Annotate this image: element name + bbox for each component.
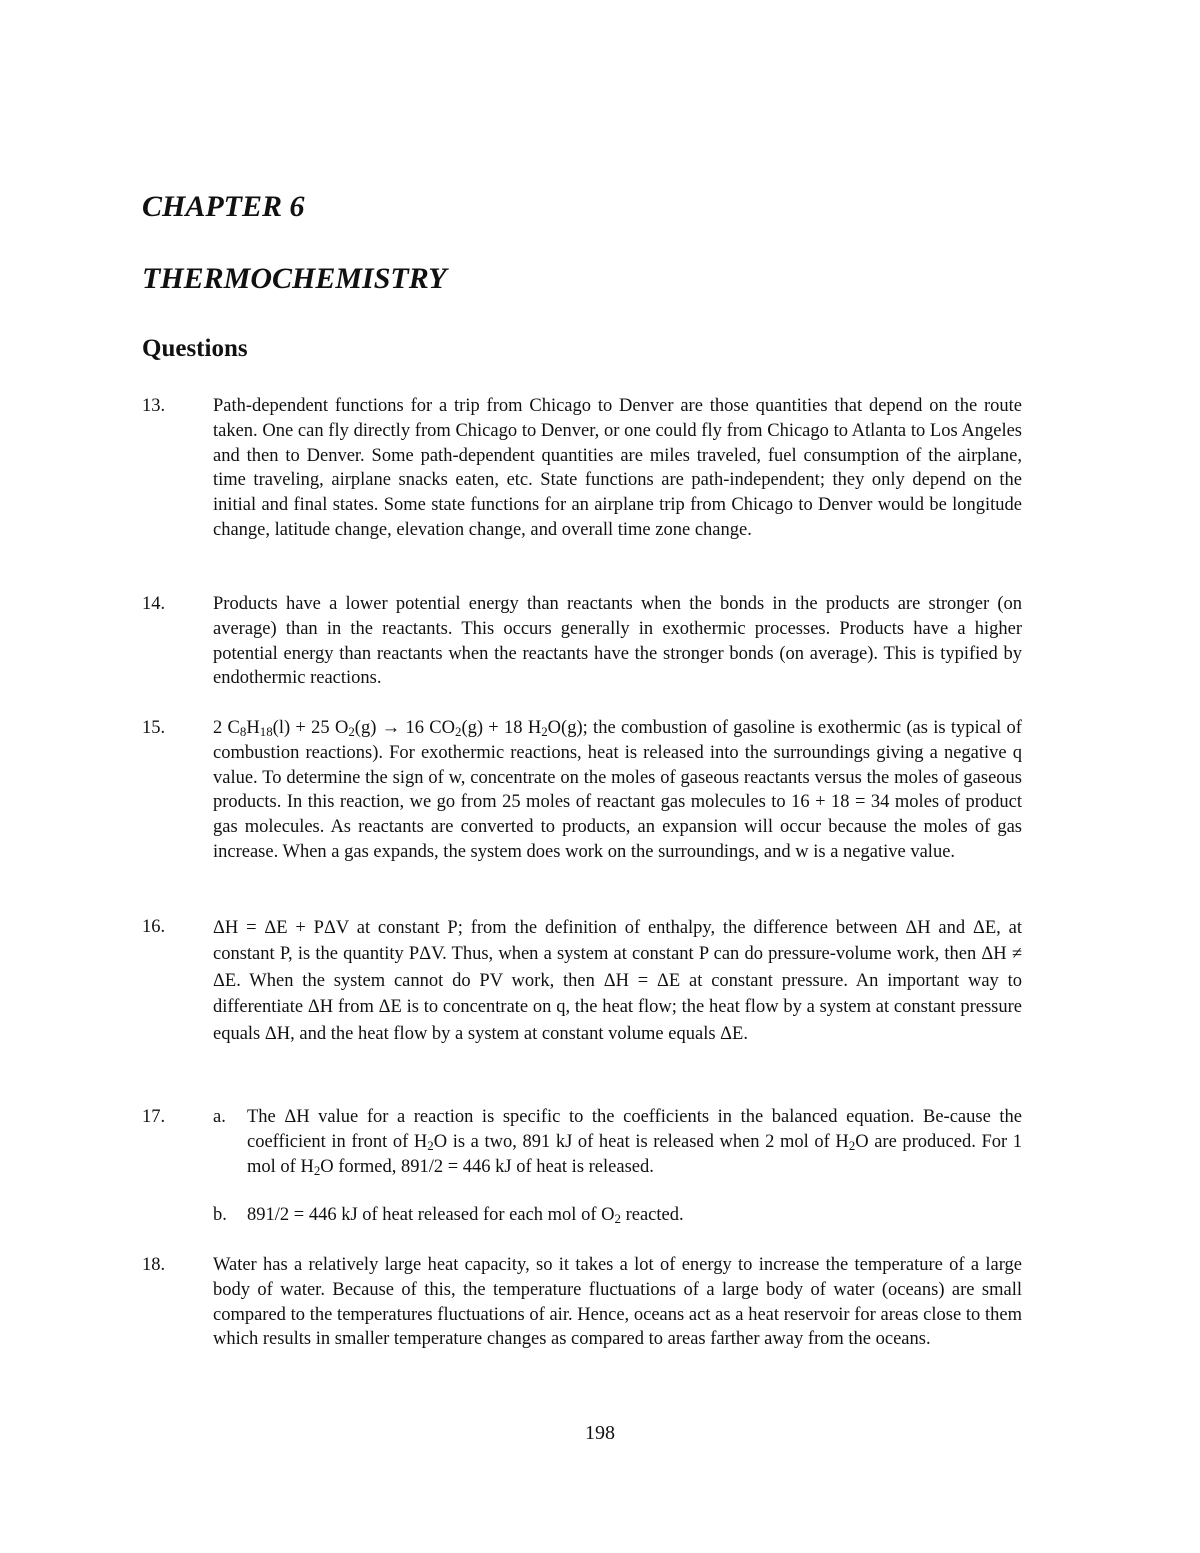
question-16 [142,915,1022,1047]
question-number: 13. [142,396,166,416]
combustion-equation: 2 $C_8H_{18}(l) + 25$ $O_2(g) \to 16$ $CO_2(g) + 18$ $H_2O(g)$; [213,718,588,739]
question-18 [142,1253,1022,1352]
question-number: 15. [142,718,166,738]
question-13 [142,394,1022,543]
section-heading: Questions [142,335,248,362]
question-text [213,716,1022,865]
sub-question-label: b. [213,1205,227,1226]
sub-question-text: 891/2 = 446 kJ of heat released for each mol of $O_2$ reacted. [247,1205,684,1227]
chapter-subject: THERMOCHEMISTRY [142,262,447,295]
question-17 [142,1105,1022,1228]
sub-question-label: a. [213,1107,226,1127]
question-15 [142,716,1022,865]
sub-question-b [142,1203,1022,1228]
sub-question-a [142,1105,1022,1179]
question-text: Water has a relatively large heat capacity, so it takes a lot of energy to increase the temperature of a large body of water. Because of this, the temperature fluctuations of a large body of water (oceans) are small compared to the temperatures fluctuations of air. Hence, oceans act as a heat reservoir for areas close to them which results in smaller temperature changes as compared to areas farther away from the oceans. [213,1255,1022,1350]
question-number: 17. [142,1107,166,1127]
question-number: 16. [142,917,166,937]
question-text: Products have a lower potential energy than reactants when the bonds in the products are stronger (on average) than in the reactants. This occurs generally in exothermic processes. Products have a higher potential energy than reactants when the reactants have the stronger bonds (on average). This is typified by endothermic reactions. [213,594,1022,689]
question-text: ΔH = ΔE + PΔV at constant P; from the definition of enthalpy, the difference between ΔH and ΔE, at constant P, is the quantity PΔV. Thus, when a system at constant P can do pressure-volume work, then ΔH ≠ ΔE. When the system cannot do PV work, then ΔH = ΔE at constant pressure. An important way to differentiate ΔH from ΔE is to concentrate on q, the heat flow; the heat flow by a system at constant pressure equals ΔH, and the heat flow by a system at constant volume equals ΔE. [213,918,1022,1044]
question-number: 14. [142,594,166,614]
sub-question-text: The ΔH value for a reaction is specific to the coefficients in the balanced equation. Be-cause the coefficient in front of $H_2O$ is a two, 891 kJ of heat is released when 2 mol of $H_2O$ are produced. For 1 mol of $H_2O$ formed, 891/2 = 446 kJ of heat is released. [247,1107,1023,1178]
question-text: Path-dependent functions for a trip from Chicago to Denver are those quantities that depend on the route taken. One can fly directly from Chicago to Denver, or one could fly from Chicago to Atlanta to Los Angeles and then to Denver. Some path-dependent quantities are miles traveled, fuel consumption of the airplane, time traveling, airplane snacks eaten, etc. State functions are path-independent; they only depend on the initial and final states. Some state functions for an airplane trip from Chicago to Denver would be longitude change, latitude change, elevation change, and overall time zone change. [213,396,1022,540]
question-14 [142,592,1022,691]
question-number: 18. [142,1255,166,1275]
chapter-title: CHAPTER 6 [142,190,305,223]
question-body: the combustion of gasoline is exothermic (as is typical of combustion reactions). For exothermic reactions, heat is released into the surroundings giving a negative q value. To determine the sign of w, concentrate on the moles of gaseous reactants versus the moles of gaseous products. In this reaction, we go from 25 moles of reactant gas molecules to 16 + 18 = 34 moles of product gas molecules. As reactants are converted to products, an expansion will occur because the moles of gas increase. When a gas expands, the system does work on the surroundings, and w is a negative value. [213,718,1022,862]
page-number: 198 [585,1422,615,1444]
